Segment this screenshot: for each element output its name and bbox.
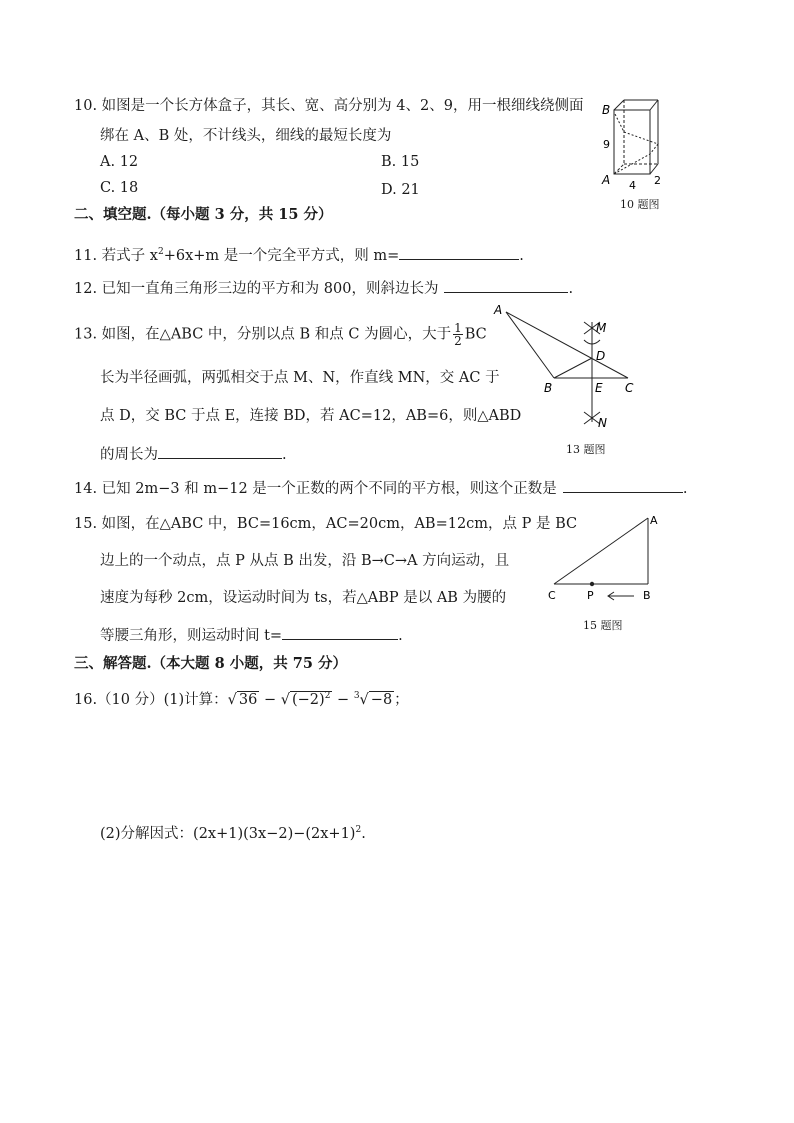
box-edge bbox=[614, 100, 624, 110]
label-b: B bbox=[643, 589, 651, 602]
q10-line2: 绑在 A、B 处，不计线头，细线的最短长度为 bbox=[100, 128, 392, 144]
q14-answer-blank[interactable] bbox=[563, 478, 683, 493]
box-edge bbox=[650, 164, 658, 174]
sqrt-neg2-radicand bbox=[290, 691, 332, 708]
q15-figure bbox=[540, 510, 670, 605]
q14-text: 14. 已知 2m−3 和 m−12 是一个正数的两个不同的平方根，则这个正数是 bbox=[74, 481, 557, 497]
q13-figure bbox=[490, 300, 650, 435]
label-a: A bbox=[494, 303, 503, 317]
q15-line2: 边上的一个动点，点 P 从点 B 出发，沿 B→C→A 方向运动，且 bbox=[100, 553, 510, 569]
q13-line1-before: 13. 如图，在△ABC 中，分别以点 B 和点 C 为圆心，大于 bbox=[74, 326, 452, 343]
section3-heading: 三、解答题.（本大题 8 小题，共 75 分） bbox=[74, 655, 348, 672]
q11 bbox=[74, 242, 524, 266]
label-4: 4 bbox=[629, 179, 636, 192]
label-c: C bbox=[625, 381, 634, 395]
q16-part2-sup: 2 bbox=[355, 825, 362, 835]
q11-text-before: 11. 若式子 x bbox=[74, 247, 158, 264]
q15-caption: 15 题图 bbox=[583, 619, 623, 632]
sqrt-36-radicand: 36 bbox=[238, 691, 258, 708]
q13-line1-after: BC bbox=[464, 326, 487, 343]
label-b: B bbox=[544, 381, 553, 395]
sqrt-neg2-exponent: 2 bbox=[324, 691, 331, 701]
q11-text-after: +6x+m 是一个完全平方式，则 m= bbox=[163, 247, 400, 264]
q15-line4-text: 等腰三角形，则运动时间 t= bbox=[100, 628, 283, 644]
q16-part2-end: . bbox=[361, 825, 366, 842]
label-n: N bbox=[598, 416, 607, 430]
box-edge bbox=[650, 100, 658, 110]
label-a: A bbox=[602, 173, 611, 187]
segment-ac bbox=[506, 312, 628, 378]
q14-end: . bbox=[682, 481, 688, 497]
sqrt-neg2-base: (−2) bbox=[292, 691, 325, 708]
frac-numerator: 1 bbox=[454, 321, 462, 335]
q15-line1: 15. 如图，在△ABC 中，BC=16cm，AC=20cm，AB=12cm，点 P 是 BC bbox=[74, 516, 578, 532]
label-p: P bbox=[587, 589, 594, 602]
q13-caption: 13 题图 bbox=[566, 443, 606, 456]
q15-line3: 速度为每秒 2cm，设运动时间为 ts，若△ABP 是以 AB 为腰的 bbox=[100, 590, 507, 606]
sqrt-neg2-squared: √ $(-2)^2$ bbox=[280, 691, 331, 708]
q15-end: . bbox=[398, 628, 403, 644]
q13-answer-blank[interactable] bbox=[158, 444, 282, 459]
string-path bbox=[614, 112, 658, 174]
q10-caption: 10 题图 bbox=[620, 198, 660, 211]
q12-text: 12. 已知一直角三角形三边的平方和为 800，则斜边长为 bbox=[74, 281, 439, 297]
q12-answer-blank[interactable] bbox=[444, 278, 568, 293]
q13-fraction bbox=[453, 322, 463, 347]
q14 bbox=[74, 478, 687, 499]
q13-line1 bbox=[74, 322, 487, 347]
q13-line4-text: 的周长为 bbox=[100, 447, 158, 463]
label-9: 9 bbox=[603, 138, 610, 151]
q10-option-a: A. 12 bbox=[100, 154, 139, 170]
q13-line2: 长为半径画弧，两弧相交于点 M、N，作直线 MN，交 AC 于 bbox=[100, 370, 500, 386]
label-e: E bbox=[595, 381, 603, 395]
cbrt-neg8: $^3$√ −8 bbox=[353, 691, 393, 708]
q13-line4 bbox=[100, 444, 287, 465]
q11-end: . bbox=[519, 247, 524, 264]
q12 bbox=[74, 278, 573, 299]
section2-heading: 二、填空题.（每小题 3 分，共 15 分） bbox=[74, 206, 333, 223]
point-p bbox=[590, 582, 594, 586]
q10-option-c: C. 18 bbox=[100, 180, 139, 196]
q11-sup: 2 bbox=[157, 247, 164, 257]
label-m: M bbox=[596, 321, 607, 335]
q11-answer-blank[interactable] bbox=[399, 245, 519, 260]
q16-part2-text: (2)分解因式：(2x+1)(3x−2)−(2x+1) bbox=[100, 825, 356, 842]
segment-bd bbox=[554, 358, 592, 378]
label-c: C bbox=[548, 589, 556, 602]
q16-part2 bbox=[100, 820, 366, 844]
q16-part1-end: ； bbox=[394, 691, 409, 708]
q13-line3: 点 D，交 BC 于点 E，连接 BD，若 AC=12，AB=6，则△ABD bbox=[100, 408, 522, 424]
sqrt-36: √ 36 bbox=[227, 691, 258, 708]
q10-line1: 10. 如图是一个长方体盒子，其长、宽、高分别为 4、2、9，用一根细线绕侧面 bbox=[74, 98, 584, 114]
q10-option-b: B. 15 bbox=[381, 154, 420, 170]
q10-option-d: D. 21 bbox=[381, 182, 420, 198]
q16-part1: 16.（10 分）(1)计算：√ 36 − √ $(-2)^2 - ^3√ -8$ ； bbox=[74, 686, 409, 710]
q12-end: . bbox=[568, 281, 574, 297]
segment-ab bbox=[506, 312, 554, 378]
cbrt-radicand: −8 bbox=[370, 691, 393, 708]
q16-part1-label: 16.（10 分）(1)计算： bbox=[74, 691, 228, 708]
q10-figure bbox=[596, 92, 676, 192]
label-a: A bbox=[650, 514, 658, 527]
cbrt-index: 3 bbox=[353, 691, 360, 701]
label-d: D bbox=[596, 349, 606, 363]
frac-denominator: 2 bbox=[454, 334, 462, 348]
q13-end: . bbox=[282, 447, 287, 463]
q15-line4 bbox=[100, 625, 403, 646]
segment-ca bbox=[554, 518, 648, 584]
q15-answer-blank[interactable] bbox=[282, 625, 398, 640]
label-b: B bbox=[602, 103, 611, 117]
label-2: 2 bbox=[654, 174, 661, 187]
